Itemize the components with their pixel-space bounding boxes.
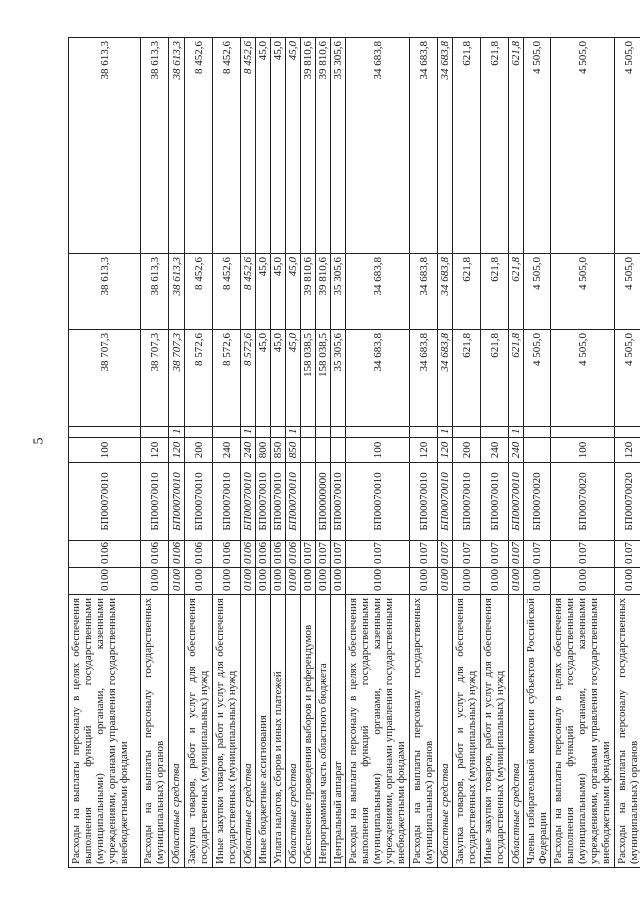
table-row	[286, 38, 301, 868]
target-item-code: БП00070010	[410, 463, 438, 541]
subsection-code: 0106	[286, 541, 301, 568]
amount-year-1: 38 707,3	[69, 330, 141, 427]
row-name: Закупка товаров, работ и услуг для обеспечения государственных (муниципальных) нужд	[453, 595, 481, 868]
row-name: Областные средства	[286, 595, 301, 868]
expense-type-code	[524, 438, 551, 463]
source-mark	[256, 427, 271, 438]
source-mark	[615, 427, 640, 438]
row-name: Расходы на выплаты персоналу в целях обеспечения выполнения функций государственными (муниципальными) органами, казенными учреждениями, органами управления государственными внебюджетными фондами	[551, 595, 615, 868]
amount-year-1: 621,8	[481, 330, 509, 427]
source-mark	[316, 427, 331, 438]
amount-year-1: 8 572,6	[213, 330, 241, 427]
amount-year-1: 45,0	[286, 330, 301, 427]
table-row	[509, 38, 524, 868]
subsection-code: 0107	[481, 541, 509, 568]
amount-year-2: 35 305,6	[331, 254, 346, 330]
row-name: Обеспечение проведения выборов и референдумов	[301, 595, 316, 868]
amount-year-2: 4 505,0	[615, 254, 640, 330]
table-row	[241, 38, 256, 868]
amount-year-3: 34 683,8	[346, 38, 410, 254]
amount-year-2: 34 683,8	[410, 254, 438, 330]
expense-type-code: 120	[438, 438, 453, 463]
amount-year-1: 34 683,8	[410, 330, 438, 427]
section-code: 0100	[481, 568, 509, 595]
table-row	[141, 38, 169, 868]
target-item-code: БП00070020	[551, 463, 615, 541]
amount-year-3: 45,0	[256, 38, 271, 254]
target-item-code: БП00070010	[453, 463, 481, 541]
amount-year-1: 35 305,6	[331, 330, 346, 427]
source-mark	[481, 427, 509, 438]
target-item-code: БП00070010	[185, 463, 213, 541]
amount-year-1: 45,0	[256, 330, 271, 427]
source-mark: 1	[509, 427, 524, 438]
table-row	[410, 38, 438, 868]
section-code: 0100	[453, 568, 481, 595]
target-item-code: БП00070010	[331, 463, 346, 541]
amount-year-1: 158 038,5	[301, 330, 316, 427]
amount-year-2: 45,0	[286, 254, 301, 330]
expense-type-code: 200	[453, 438, 481, 463]
amount-year-2: 38 613,3	[169, 254, 185, 330]
amount-year-3: 45,0	[271, 38, 286, 254]
amount-year-1: 621,8	[453, 330, 481, 427]
source-mark	[410, 427, 438, 438]
subsection-code: 0107	[346, 541, 410, 568]
source-mark	[271, 427, 286, 438]
source-mark	[213, 427, 241, 438]
expense-type-code: 240	[241, 438, 256, 463]
expense-type-code: 240	[509, 438, 524, 463]
row-name: Областные средства	[509, 595, 524, 868]
table-row	[271, 38, 286, 868]
row-name: Центральный аппарат	[331, 595, 346, 868]
amount-year-2: 621,8	[481, 254, 509, 330]
source-mark: 1	[241, 427, 256, 438]
subsection-code: 0106	[256, 541, 271, 568]
amount-year-3: 621,8	[509, 38, 524, 254]
amount-year-1: 158 038,5	[316, 330, 331, 427]
source-mark: 1	[169, 427, 185, 438]
row-name: Областные средства	[169, 595, 185, 868]
source-mark	[69, 427, 141, 438]
subsection-code: 0106	[185, 541, 213, 568]
amount-year-2: 38 613,3	[69, 254, 141, 330]
target-item-code: БП00070010	[346, 463, 410, 541]
source-mark	[185, 427, 213, 438]
target-item-code: БП00070010	[141, 463, 169, 541]
expense-type-code: 800	[256, 438, 271, 463]
amount-year-2: 39 810,6	[301, 254, 316, 330]
amount-year-3: 35 305,6	[331, 38, 346, 254]
table-row	[185, 38, 213, 868]
amount-year-1: 34 683,8	[438, 330, 453, 427]
amount-year-2: 45,0	[271, 254, 286, 330]
section-code: 0100	[316, 568, 331, 595]
page-number: 5	[31, 437, 47, 445]
source-mark	[453, 427, 481, 438]
amount-year-3: 38 613,3	[141, 38, 169, 254]
row-name: Областные средства	[241, 595, 256, 868]
amount-year-3: 38 613,3	[169, 38, 185, 254]
target-item-code: БП00070010	[213, 463, 241, 541]
budget-table-container	[68, 38, 640, 868]
row-name: Расходы на выплаты персоналу в целях обеспечения выполнения функций государственными (муниципальными) органами, казенными учреждениями, органами управления государственными внебюджетными фондами	[346, 595, 410, 868]
source-mark	[524, 427, 551, 438]
row-name: Областные средства	[438, 595, 453, 868]
expense-type-code: 120	[615, 438, 640, 463]
subsection-code: 0107	[615, 541, 640, 568]
row-name: Расходы на выплаты персоналу в целях обеспечения выполнения функций государственными (муниципальными) органами, казенными учреждениями, органами управления государственными внебюджетными фондами	[69, 595, 141, 868]
amount-year-3: 621,8	[481, 38, 509, 254]
amount-year-1: 45,0	[271, 330, 286, 427]
target-item-code: БП00070010	[509, 463, 524, 541]
amount-year-3: 621,8	[453, 38, 481, 254]
row-name: Расходы на выплаты персоналу государственных (муниципальных) органов	[615, 595, 640, 868]
table-row	[481, 38, 509, 868]
section-code: 0100	[141, 568, 169, 595]
source-mark	[331, 427, 346, 438]
amount-year-2: 38 613,3	[141, 254, 169, 330]
section-code: 0100	[286, 568, 301, 595]
target-item-code: БП00070010	[256, 463, 271, 541]
subsection-code: 0106	[213, 541, 241, 568]
row-name: Закупка товаров, работ и услуг для обеспечения государственных (муниципальных) нужд	[185, 595, 213, 868]
subsection-code: 0107	[410, 541, 438, 568]
row-name: Непрограммная часть областного бюджета	[316, 595, 331, 868]
expense-type-code: 850	[271, 438, 286, 463]
amount-year-1: 621,8	[509, 330, 524, 427]
section-code: 0100	[301, 568, 316, 595]
subsection-code: 0107	[331, 541, 346, 568]
source-mark	[141, 427, 169, 438]
amount-year-2: 34 683,8	[346, 254, 410, 330]
section-code: 0100	[615, 568, 640, 595]
amount-year-2: 34 683,8	[438, 254, 453, 330]
target-item-code	[301, 463, 316, 541]
expense-type-code: 120	[169, 438, 185, 463]
section-code: 0100	[69, 568, 141, 595]
table-row	[256, 38, 271, 868]
amount-year-3: 8 452,6	[241, 38, 256, 254]
subsection-code: 0107	[301, 541, 316, 568]
target-item-code: БП00070010	[271, 463, 286, 541]
target-item-code: БП00070010	[169, 463, 185, 541]
row-name: Расходы на выплаты персоналу государственных (муниципальных) органов	[141, 595, 169, 868]
amount-year-2: 8 452,6	[241, 254, 256, 330]
row-name: Уплата налогов, сборов и иных платежей	[271, 595, 286, 868]
amount-year-3: 45,0	[286, 38, 301, 254]
amount-year-2: 4 505,0	[551, 254, 615, 330]
table-row	[301, 38, 316, 868]
source-mark	[346, 427, 410, 438]
amount-year-3: 39 810,6	[316, 38, 331, 254]
amount-year-3: 38 613,3	[69, 38, 141, 254]
amount-year-1: 8 572,6	[185, 330, 213, 427]
expense-type-code	[301, 438, 316, 463]
expense-type-code: 850	[286, 438, 301, 463]
table-row	[169, 38, 185, 868]
subsection-code: 0106	[169, 541, 185, 568]
amount-year-3: 8 452,6	[185, 38, 213, 254]
subsection-code: 0107	[524, 541, 551, 568]
amount-year-3: 4 505,0	[524, 38, 551, 254]
amount-year-3: 39 810,6	[301, 38, 316, 254]
row-name: Иные закупки товаров, работ и услуг для обеспечения государственных (муниципальных) нужд	[481, 595, 509, 868]
amount-year-2: 39 810,6	[316, 254, 331, 330]
amount-year-3: 34 683,8	[410, 38, 438, 254]
expense-type-code	[331, 438, 346, 463]
amount-year-3: 4 505,0	[615, 38, 640, 254]
subsection-code: 0107	[453, 541, 481, 568]
amount-year-1: 38 707,3	[169, 330, 185, 427]
subsection-code: 0107	[551, 541, 615, 568]
amount-year-1: 8 572,6	[241, 330, 256, 427]
section-code: 0100	[271, 568, 286, 595]
source-mark	[551, 427, 615, 438]
expense-type-code: 120	[141, 438, 169, 463]
table-row	[213, 38, 241, 868]
amount-year-2: 45,0	[256, 254, 271, 330]
source-mark: 1	[286, 427, 301, 438]
section-code: 0100	[524, 568, 551, 595]
expense-type-code: 200	[185, 438, 213, 463]
row-name: Члены избирательной комиссии субъектов Российской Федерации	[524, 595, 551, 868]
row-name: Иные закупки товаров, работ и услуг для обеспечения государственных (муниципальных) нужд	[213, 595, 241, 868]
table-row	[69, 38, 141, 868]
section-code: 0100	[346, 568, 410, 595]
target-item-code: БП00070020	[615, 463, 640, 541]
table-row	[524, 38, 551, 868]
section-code: 0100	[241, 568, 256, 595]
amount-year-2: 8 452,6	[185, 254, 213, 330]
source-mark	[301, 427, 316, 438]
amount-year-2: 621,8	[453, 254, 481, 330]
subsection-code: 0106	[69, 541, 141, 568]
row-name: Иные бюджетные ассигнования	[256, 595, 271, 868]
table-row	[453, 38, 481, 868]
target-item-code: БП00070020	[524, 463, 551, 541]
target-item-code: БП00000000	[316, 463, 331, 541]
subsection-code: 0107	[509, 541, 524, 568]
subsection-code: 0106	[271, 541, 286, 568]
table-body	[69, 38, 640, 868]
table-row	[438, 38, 453, 868]
table-row	[331, 38, 346, 868]
expense-type-code	[316, 438, 331, 463]
expense-type-code: 120	[410, 438, 438, 463]
target-item-code: БП00070010	[286, 463, 301, 541]
amount-year-1: 4 505,0	[551, 330, 615, 427]
section-code: 0100	[509, 568, 524, 595]
amount-year-2: 621,8	[509, 254, 524, 330]
table-row	[316, 38, 331, 868]
section-code: 0100	[551, 568, 615, 595]
section-code: 0100	[438, 568, 453, 595]
section-code: 0100	[169, 568, 185, 595]
expense-type-code: 240	[481, 438, 509, 463]
section-code: 0100	[331, 568, 346, 595]
amount-year-1: 4 505,0	[524, 330, 551, 427]
subsection-code: 0106	[241, 541, 256, 568]
subsection-code: 0107	[438, 541, 453, 568]
table-row	[615, 38, 640, 868]
target-item-code: БП00070010	[438, 463, 453, 541]
expense-type-code: 100	[69, 438, 141, 463]
table-row	[346, 38, 410, 868]
amount-year-3: 34 683,8	[438, 38, 453, 254]
subsection-code: 0107	[316, 541, 331, 568]
target-item-code: БП00070010	[69, 463, 141, 541]
section-code: 0100	[213, 568, 241, 595]
subsection-code: 0106	[141, 541, 169, 568]
source-mark: 1	[438, 427, 453, 438]
amount-year-3: 4 505,0	[551, 38, 615, 254]
section-code: 0100	[410, 568, 438, 595]
amount-year-1: 4 505,0	[615, 330, 640, 427]
expense-type-code: 240	[213, 438, 241, 463]
amount-year-1: 34 683,8	[346, 330, 410, 427]
section-code: 0100	[185, 568, 213, 595]
row-name: Расходы на выплаты персоналу государственных (муниципальных) органов	[410, 595, 438, 868]
budget-table	[68, 37, 640, 868]
table-row	[551, 38, 615, 868]
target-item-code: БП00070010	[481, 463, 509, 541]
expense-type-code: 100	[346, 438, 410, 463]
expense-type-code: 100	[551, 438, 615, 463]
amount-year-3: 8 452,6	[213, 38, 241, 254]
amount-year-1: 38 707,3	[141, 330, 169, 427]
section-code: 0100	[256, 568, 271, 595]
amount-year-2: 4 505,0	[524, 254, 551, 330]
amount-year-2: 8 452,6	[213, 254, 241, 330]
target-item-code: БП00070010	[241, 463, 256, 541]
